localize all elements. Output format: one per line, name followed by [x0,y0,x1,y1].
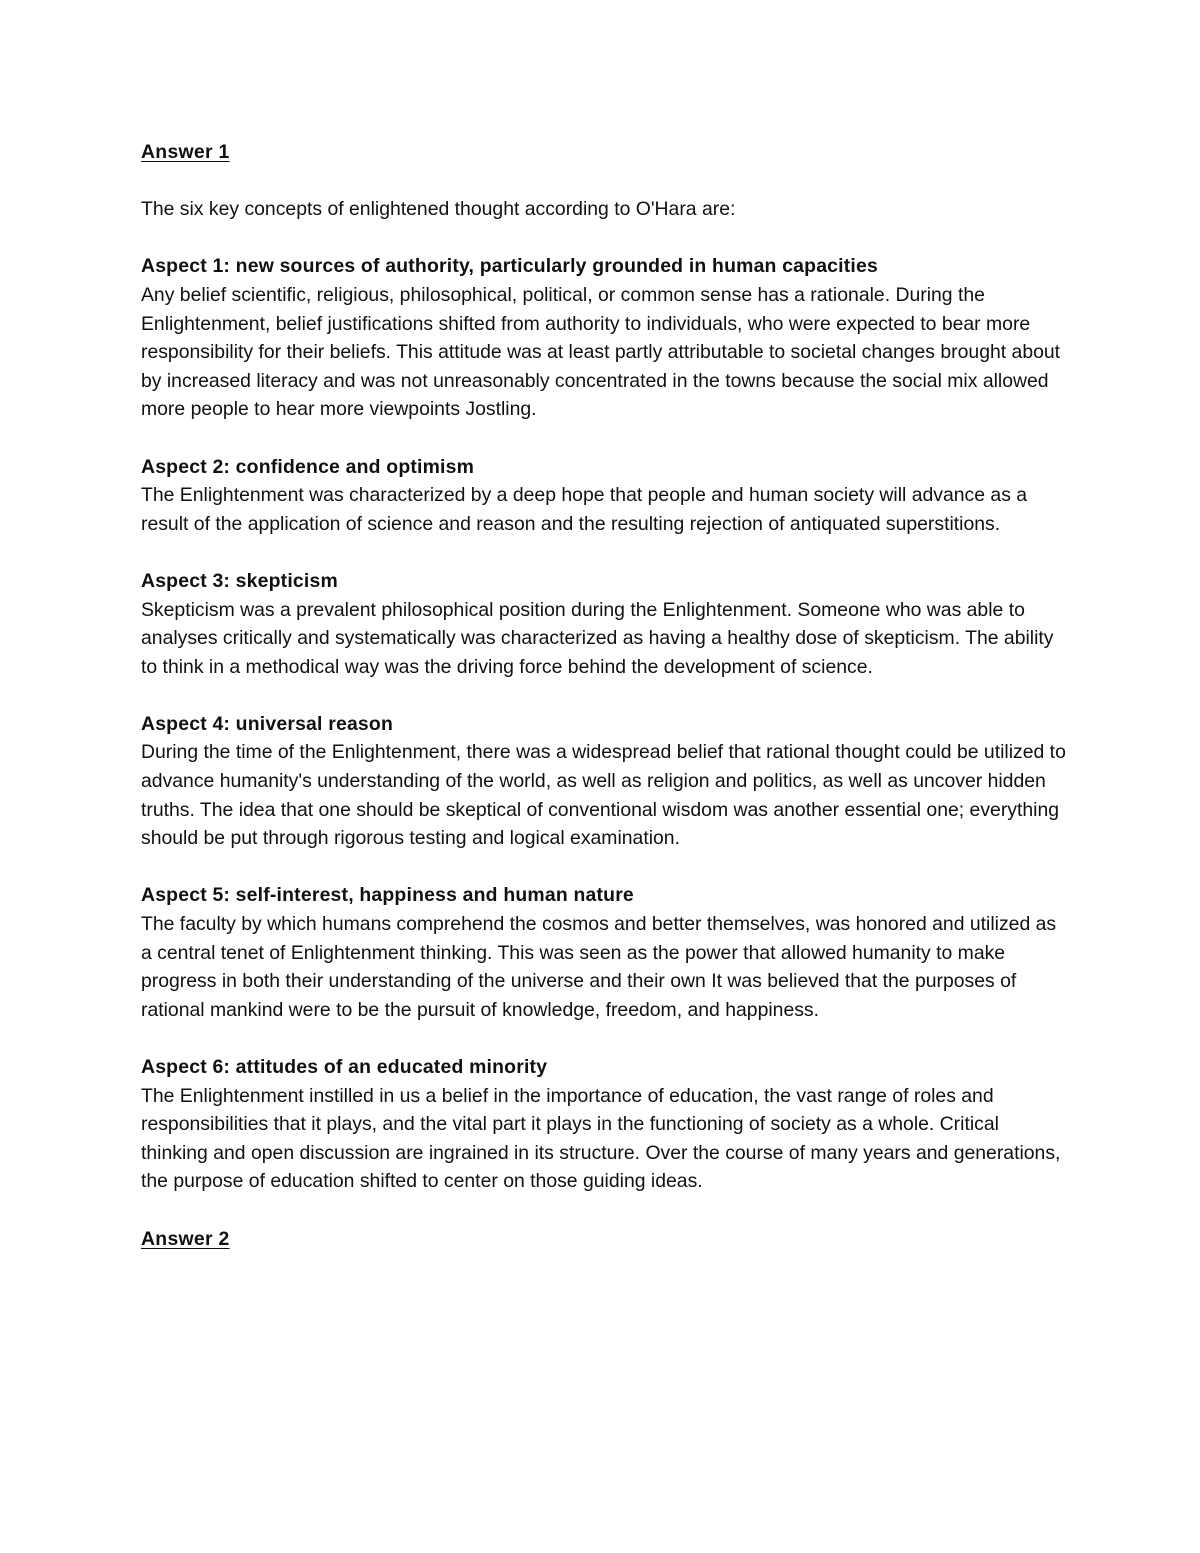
answer-2-heading: Answer 2 [141,1227,230,1250]
document-page [141,138,1071,1253]
aspect-section [141,1053,1071,1196]
aspect-title: Aspect 5: self-interest, happiness and human nature [141,884,634,907]
aspect-body: Skepticism was a prevalent philosophical position during the Enlightenment. Someone who was able to analyses critically and systematically was characterized as having a healthy dose of skepticism. The ability to think in a methodical way was the driving force behind the development of science. [141,598,1054,678]
aspect-title: Aspect 6: attitudes of an educated minority [141,1056,548,1078]
aspect-body: Any belief scientific, religious, philosophical, political, or common sense has a rationale. During the Enlightenment, belief justifications shifted from authority to individuals, who were expected to bear more responsibility for their beliefs. This attitude was at least partly attributable to societal changes brought about by increased literacy and was not unreasonably concentrated in the towns because the social mix allowed more people to hear more viewpoints Jostling. [141,283,1061,421]
aspect-section [141,453,1071,539]
aspect-body: The faculty by which humans comprehend the cosmos and better themselves, was honored and utilized as a central tenet of Enlightenment thinking. This was seen as the power that allowed humanity to make progress in both their understanding of the universe and their own It was believed that the purposes of rational mankind were to be the pursuit of knowledge, freedom, and happiness. [141,913,1057,1021]
intro-paragraph: The six key concepts of enlightened thought according to O'Hara are: [141,198,736,221]
aspect-section [141,881,1071,1024]
aspect-title: Aspect 4: universal reason [141,712,393,735]
aspect-title: Aspect 1: new sources of authority, particularly grounded in human capacities [141,255,878,278]
aspect-section [141,252,1071,424]
aspect-body: During the time of the Enlightenment, there was a widespread belief that rational thought could be utilized to advance humanity's understanding of the world, as well as religion and politics, as well as uncover hidden truths. The idea that one should be skeptical of conventional wisdom was another essential one; everything should be put through rigorous testing and logical examination. [141,741,1066,850]
aspect-section [141,710,1071,853]
answer-1-heading: Answer 1 [141,141,230,163]
aspect-title: Aspect 2: confidence and optimism [141,455,475,478]
aspect-body: The Enlightenment was characterized by a deep hope that people and human society will advance as a result of the application of science and reason and the resulting rejection of antiquated superstitions. [141,484,1028,535]
aspect-section [141,567,1071,681]
aspect-title: Aspect 3: skepticism [141,569,338,592]
aspect-body: The Enlightenment instilled in us a belief in the importance of education, the vast range of roles and responsibilities that it plays, and the vital part it plays in the functioning of society as a whole. Critical thinking and open discussion are ingrained in its structure. Over the course of many years and generations, the purpose of education shifted to center on those guiding ideas. [141,1084,1061,1193]
